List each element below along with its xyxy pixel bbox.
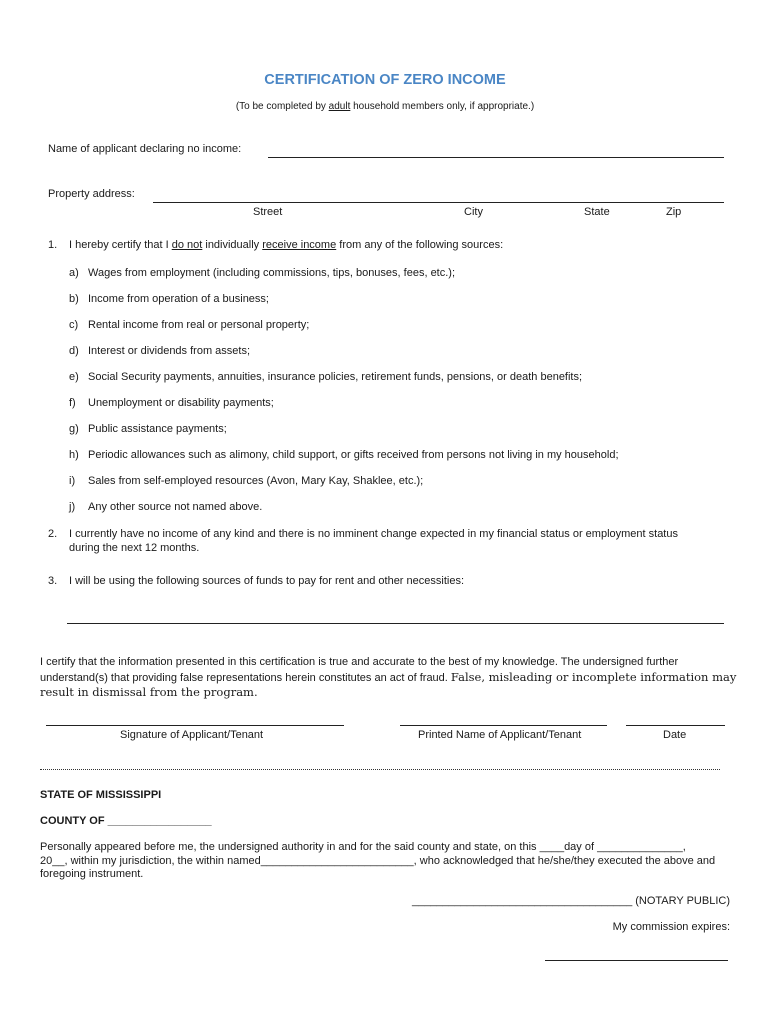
list-item: Periodic allowances such as alimony, child support, or gifts received from persons not living in my household;: [88, 449, 619, 461]
notary-line2: 20__, within my jurisdiction, the within named_________________________, who acknowledged that he/she/they executed the above and: [40, 855, 716, 867]
printed-name-field[interactable]: [400, 725, 607, 726]
date-field[interactable]: [626, 725, 725, 726]
address-zip-label: Zip: [666, 206, 682, 218]
property-address-label: Property address:: [48, 188, 135, 200]
list-item: Wages from employment (including commissions, tips, bonuses, fees, etc.);: [88, 267, 456, 279]
subtitle-after: household members only, if appropriate.): [350, 101, 535, 112]
section1-do-not: do not: [171, 239, 203, 251]
certify-line2-b: False, misleading or incomplete information may: [450, 670, 737, 684]
property-address-field[interactable]: [153, 202, 724, 203]
signature-label: Signature of Applicant/Tenant: [120, 729, 264, 741]
section1-before: I hereby certify that I: [69, 239, 172, 251]
applicant-name-field[interactable]: [268, 157, 724, 158]
list-item: Rental income from real or personal property;: [88, 319, 310, 331]
list-item-letter: g): [69, 423, 79, 435]
list-item-letter: e): [69, 371, 79, 383]
notary-line1: Personally appeared before me, the undersigned authority in and for the said county and state, on this ____day of ______________,: [40, 841, 686, 853]
document-title: CERTIFICATION OF ZERO INCOME: [264, 72, 506, 88]
date-label: Date: [663, 729, 687, 741]
section2-number: 2.: [48, 528, 58, 540]
subtitle-before: (To be completed by: [235, 101, 329, 112]
list-item: Sales from self-employed resources (Avon, Mary Kay, Shaklee, etc.);: [88, 475, 424, 487]
address-state-label: State: [584, 206, 610, 218]
document-subtitle: [0, 101, 770, 112]
printed-name-label: Printed Name of Applicant/Tenant: [418, 729, 582, 741]
certify-line3: result in dismissal from the program.: [40, 685, 258, 699]
funds-sources-field[interactable]: [67, 623, 724, 624]
list-item-letter: d): [69, 345, 79, 357]
address-street-label: Street: [253, 206, 283, 218]
list-item-letter: b): [69, 293, 79, 305]
section1-receive-income: receive income: [262, 239, 337, 251]
list-item: Interest or dividends from assets;: [88, 345, 251, 357]
section1-statement: [69, 239, 503, 251]
section1-number: 1.: [48, 239, 58, 251]
commission-expires-field[interactable]: [545, 960, 728, 961]
list-item-letter: i): [69, 475, 76, 487]
list-item-letter: h): [69, 449, 79, 461]
applicant-name-label: Name of applicant declaring no income:: [48, 143, 242, 155]
list-item-letter: a): [69, 267, 79, 279]
signature-field[interactable]: [46, 725, 344, 726]
dotted-divider: [40, 769, 720, 770]
list-item: Unemployment or disability payments;: [88, 397, 274, 409]
section2-line2: during the next 12 months.: [69, 542, 200, 554]
section3-number: 3.: [48, 575, 58, 587]
address-city-label: City: [464, 206, 483, 218]
list-item: Public assistance payments;: [88, 423, 227, 435]
section1-after: from any of the following sources:: [336, 239, 504, 251]
list-item: Income from operation of a business;: [88, 293, 269, 305]
list-item-letter: j): [69, 501, 76, 513]
section2-line1: I currently have no income of any kind and there is no imminent change expected in my financial status or employment status: [69, 528, 678, 540]
section3-text: I will be using the following sources of funds to pay for rent and other necessities:: [69, 575, 464, 587]
notary-state: STATE OF MISSISSIPPI: [40, 789, 162, 801]
notary-line3: foregoing instrument.: [40, 868, 144, 880]
certify-line1: I certify that the information presented in this certification is true and accurate to the best of my knowledge. The undersigned further: [40, 656, 679, 668]
section1-middle: individually: [202, 239, 263, 251]
list-item-letter: f): [69, 397, 76, 409]
certify-line2: [40, 670, 736, 684]
notary-public-line[interactable]: ____________________________________ (NOTARY PUBLIC): [411, 895, 730, 907]
list-item: Any other source not named above.: [88, 501, 263, 513]
list-item-letter: c): [69, 319, 79, 331]
list-item: Social Security payments, annuities, insurance policies, retirement funds, pensions, or death benefits;: [88, 371, 583, 383]
certify-line2-a: understand(s) that providing false representations herein constitutes an act of fraud.: [40, 672, 451, 684]
notary-county: COUNTY OF _________________: [40, 815, 212, 827]
commission-expires-label: My commission expires:: [612, 921, 730, 933]
subtitle-underlined: adult: [328, 101, 351, 112]
